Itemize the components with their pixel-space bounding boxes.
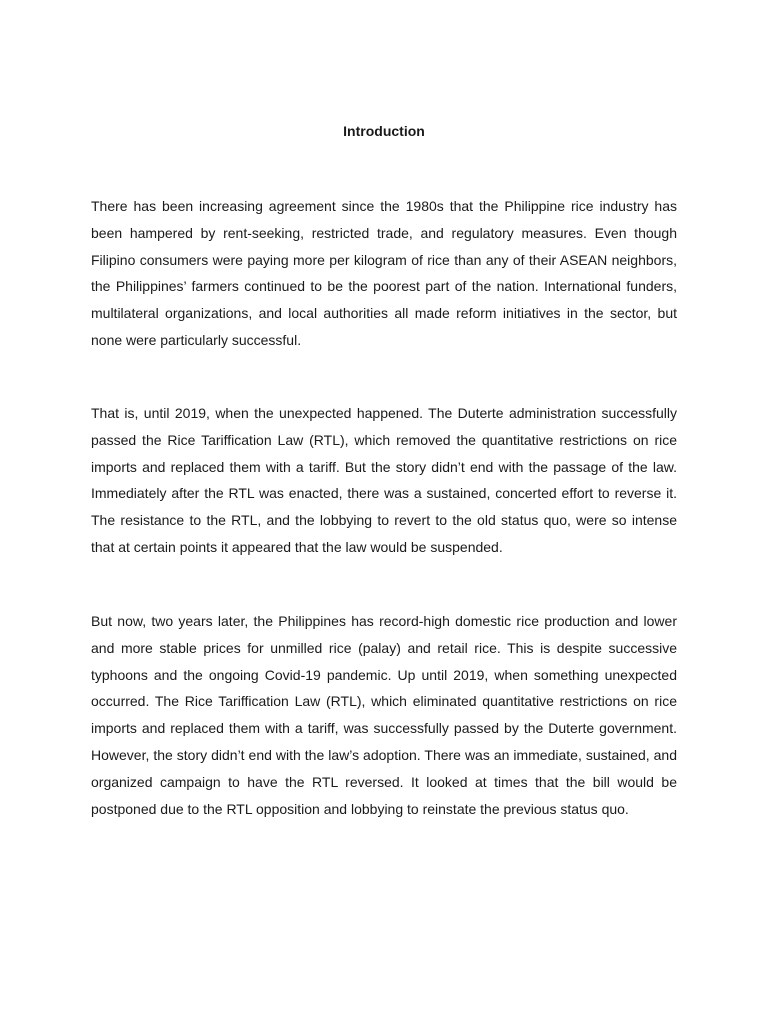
paragraph-2: That is, until 2019, when the unexpected happened. The Duterte administration successfully passed the Rice Tariffication Law (RTL), which removed the quantitative restrictions on rice imports and replaced them with a tariff. But the story didn’t end with the passage of the law. Immediately after the RTL was enacted, there was a sustained, concerted effort to reverse it. The resistance to the RTL, and the lobbying to revert to the old status quo, were so intense that at certain points it appeared that the law would be suspended. [91,405,677,555]
paragraph-1: There has been increasing agreement since the 1980s that the Philippine rice industry has been hampered by rent-seeking, restricted trade, and regulatory measures. Even though Filipino consumers were paying more per kilogram of rice than any of their ASEAN neighbors, the Philippines’ farmers continued to be the poorest part of the nation. International funders, multilateral organizations, and local authorities all made reform initiatives in the sector, but none were particularly successful. [91,198,677,348]
document-title: Introduction [343,123,425,139]
paragraph-3: But now, two years later, the Philippines has record-high domestic rice production and lower and more stable prices for unmilled rice (palay) and retail rice. This is despite successive typhoons and the ongoing Covid-19 pandemic. Up until 2019, when something unexpected occurred. The Rice Tariffication Law (RTL), which eliminated quantitative restrictions on rice imports and replaced them with a tariff, was successfully passed by the Duterte government. However, the story didn’t end with the law’s adoption. There was an immediate, sustained, and organized campaign to have the RTL reversed. It looked at times that the bill would be postponed due to the RTL opposition and lobbying to reinstate the previous status quo. [91,613,677,817]
